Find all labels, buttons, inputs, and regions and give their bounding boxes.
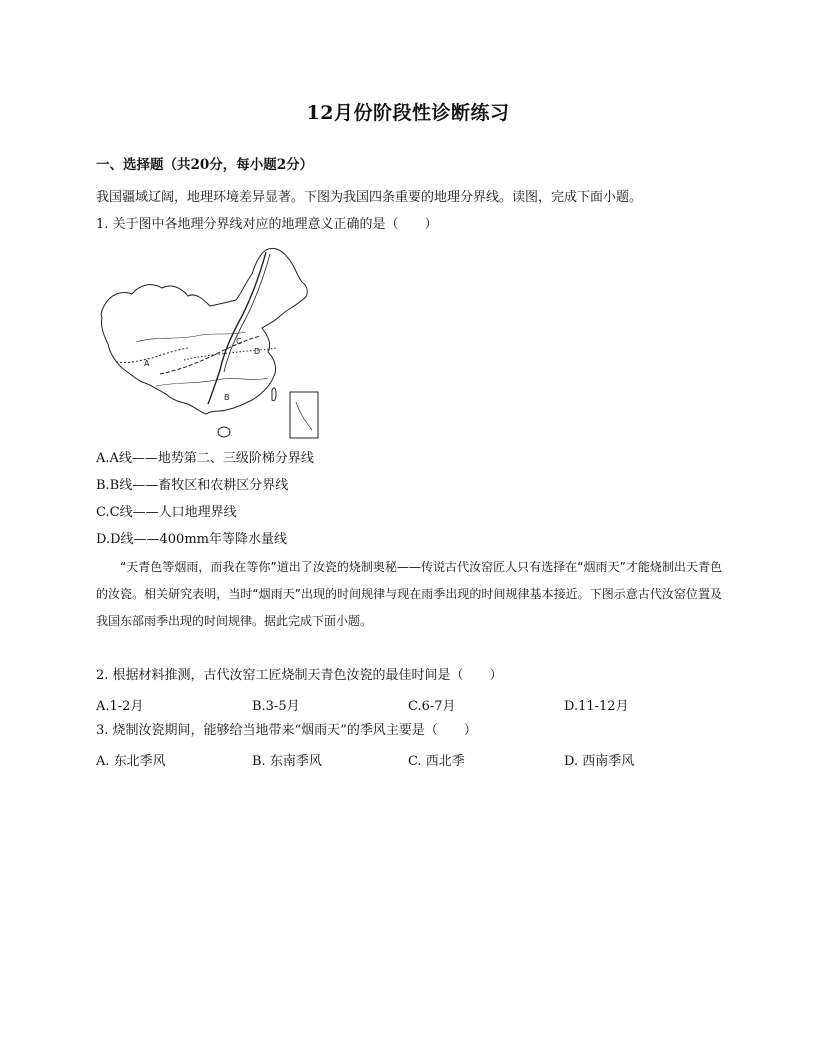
question-1-option-c: C.C线——人口地理界线 — [96, 505, 237, 520]
section-heading: 一、选择题（共20分，每小题2分） — [96, 157, 314, 173]
taiwan-island — [272, 388, 276, 401]
boundary-line-b — [208, 252, 266, 404]
question-3-option-b: B. 东南季风 — [252, 754, 322, 769]
boundary-line-a — [116, 348, 188, 363]
intro-text: 我国疆域辽阔，地理环境差异显著。下图为我国四条重要的地理分界线。读图，完成下面小题。 — [96, 190, 643, 205]
question-3-option-a: A. 东北季风 — [96, 754, 166, 769]
passage-text: “天青色等烟雨，而我在等你”道出了汝瓷的烧制奥秘——传说古代汝窑匠人只有选择在“烟雨天”才能烧制出天青色的汝瓷。相关研究表明，当时“烟雨天”出现的时间规律与现在雨季出现的时间规律基本接近。下图示意古代汝窑位置及我国东部雨季出现的时间规律。据此完成下面小题。 — [96, 560, 722, 628]
map-label-b: B — [224, 393, 230, 402]
map-label-c: C — [236, 337, 242, 346]
boundary-line-c — [160, 336, 260, 374]
reading-passage — [96, 554, 722, 635]
question-2-stem: 2. 根据材料推测，古代汝窑工匠烧制天青色汝瓷的最佳时间是（ ） — [96, 668, 503, 683]
question-2-option-b: B.3-5月 — [252, 699, 300, 714]
china-outline — [101, 248, 307, 414]
south-china-sea-inset — [290, 392, 318, 438]
question-1-option-a: A.A线——地势第二、三级阶梯分界线 — [96, 451, 314, 466]
map-label-d: D — [254, 347, 261, 356]
question-2-option-d: D.11-12月 — [564, 699, 629, 714]
question-1-option-d: D.D线——400mm年等降水量线 — [96, 532, 287, 547]
china-boundary-map — [96, 244, 332, 442]
hainan-island — [218, 427, 230, 437]
question-3-option-c: C. 西北季 — [408, 754, 465, 769]
question-2-option-c: C.6-7月 — [408, 699, 456, 714]
question-3-option-d: D. 西南季风 — [564, 754, 635, 769]
page-title: 12月份阶段性诊断练习 — [306, 102, 510, 124]
question-2-option-a: A.1-2月 — [96, 699, 144, 714]
question-1-option-b: B.B线——畜牧区和农耕区分界线 — [96, 478, 289, 493]
question-1-stem: 1. 关于图中各地理分界线对应的地理意义正确的是（ ） — [96, 217, 438, 232]
map-label-a: A — [144, 359, 150, 368]
boundary-line-d — [184, 348, 276, 360]
question-3-stem: 3. 烧制汝瓷期间，能够给当地带来“烟雨天”的季风主要是（ ） — [96, 723, 477, 738]
